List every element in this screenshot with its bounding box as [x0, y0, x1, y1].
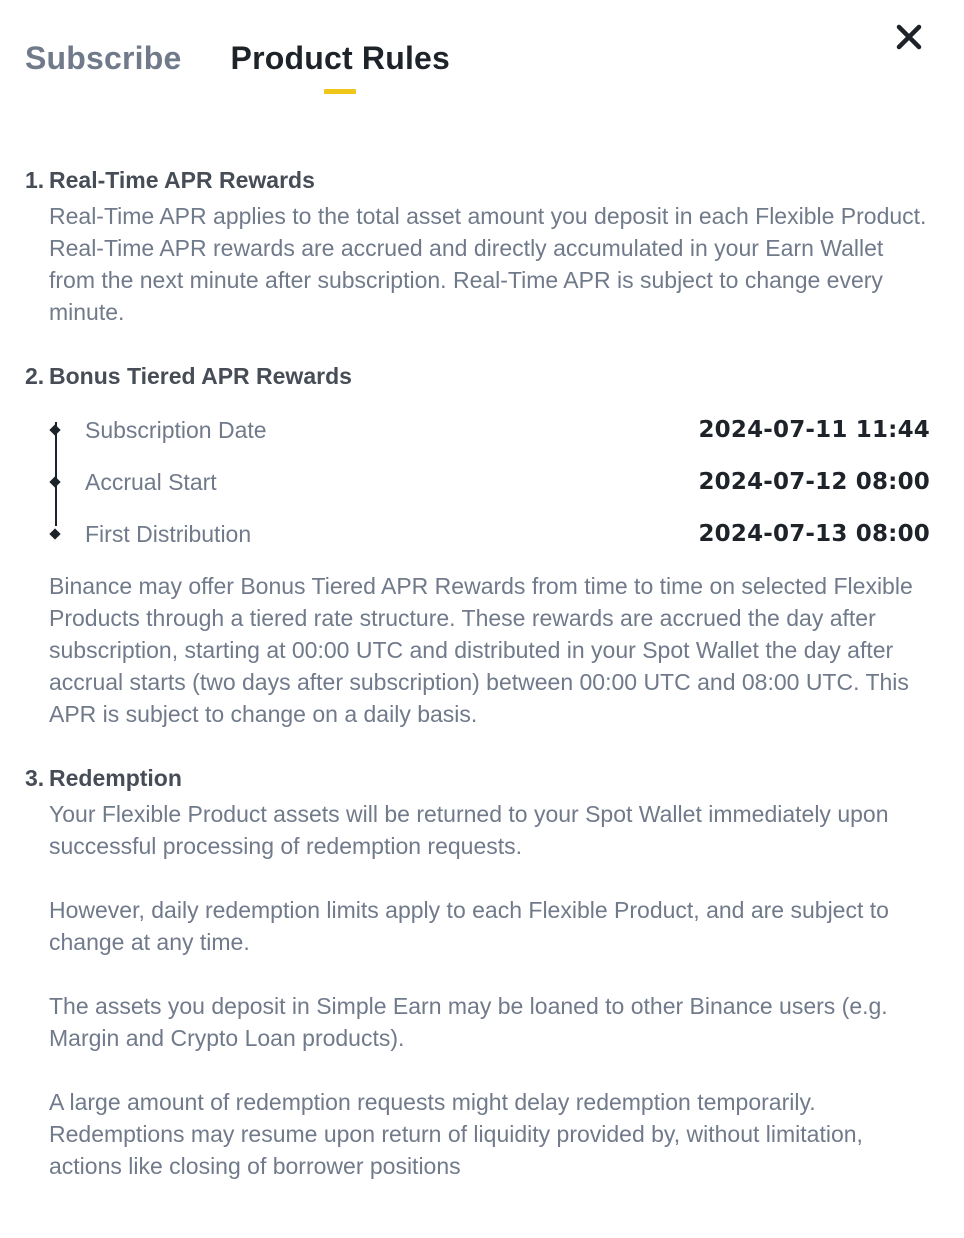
section-real-time-apr — [25, 160, 930, 328]
timeline-row-subscription-date — [49, 404, 930, 456]
section-title — [25, 160, 930, 200]
section-number: 1. — [25, 167, 45, 193]
tab-subscribe[interactable]: Subscribe — [25, 40, 182, 76]
timeline-label: Accrual Start — [85, 468, 217, 495]
tab-bar — [25, 34, 450, 82]
section-heading: Redemption — [49, 765, 182, 791]
timeline-value: 2024-07-13 08:00 — [698, 521, 930, 547]
product-rules-content — [25, 160, 930, 1210]
timeline-label: First Distribution — [85, 520, 252, 547]
section-bonus-tiered-apr — [25, 356, 930, 730]
timeline — [49, 404, 930, 560]
section-title — [25, 356, 930, 396]
timeline-dot-icon — [49, 424, 60, 435]
section-paragraph: A large amount of redemption requests might delay redemption temporarily. Redemptions may resume upon return of liquidity provided by, without limitation, actions like closing of borrower positions — [49, 1089, 863, 1179]
section-redemption — [25, 758, 930, 1182]
section-paragraph: Binance may offer Bonus Tiered APR Rewards from time to time on selected Flexible Products through a tiered rate structure. These rewards are accrued the day after subscription, starting at 00:00 UTC and distributed in your Spot Wallet the day after accrual starts (two days after subscription) between 00:00 UTC and 08:00 UTC. This APR is subject to change on a daily basis. — [49, 573, 913, 727]
section-number: 3. — [25, 765, 45, 791]
timeline-row-accrual-start — [49, 456, 930, 508]
timeline-label: Subscription Date — [85, 416, 267, 443]
section-heading: Real-Time APR Rewards — [49, 167, 315, 193]
section-paragraph: Your Flexible Product assets will be returned to your Spot Wallet immediately upon successful processing of redemption requests. — [49, 801, 889, 859]
section-heading: Bonus Tiered APR Rewards — [49, 363, 352, 389]
section-paragraph: Real-Time APR applies to the total asset amount you deposit in each Flexible Product. Real-Time APR rewards are accrued and directly accumulated in your Earn Wallet from the next minute after subscription. Real-Time APR is subject to change every minute. — [49, 203, 927, 325]
section-paragraph: However, daily redemption limits apply to each Flexible Product, and are subject to change at any time. — [49, 897, 889, 955]
close-icon[interactable] — [892, 20, 926, 54]
tab-product-rules[interactable]: Product Rules — [231, 34, 451, 82]
timeline-row-first-distribution — [49, 508, 930, 560]
timeline-dot-icon — [49, 528, 60, 539]
section-title — [25, 758, 930, 798]
section-number: 2. — [25, 363, 45, 389]
timeline-dot-icon — [49, 476, 60, 487]
timeline-value: 2024-07-12 08:00 — [698, 469, 930, 495]
section-paragraph: The assets you deposit in Simple Earn may be loaned to other Binance users (e.g. Margin and Crypto Loan products). — [49, 993, 888, 1051]
timeline-value: 2024-07-11 11:44 — [698, 417, 930, 443]
